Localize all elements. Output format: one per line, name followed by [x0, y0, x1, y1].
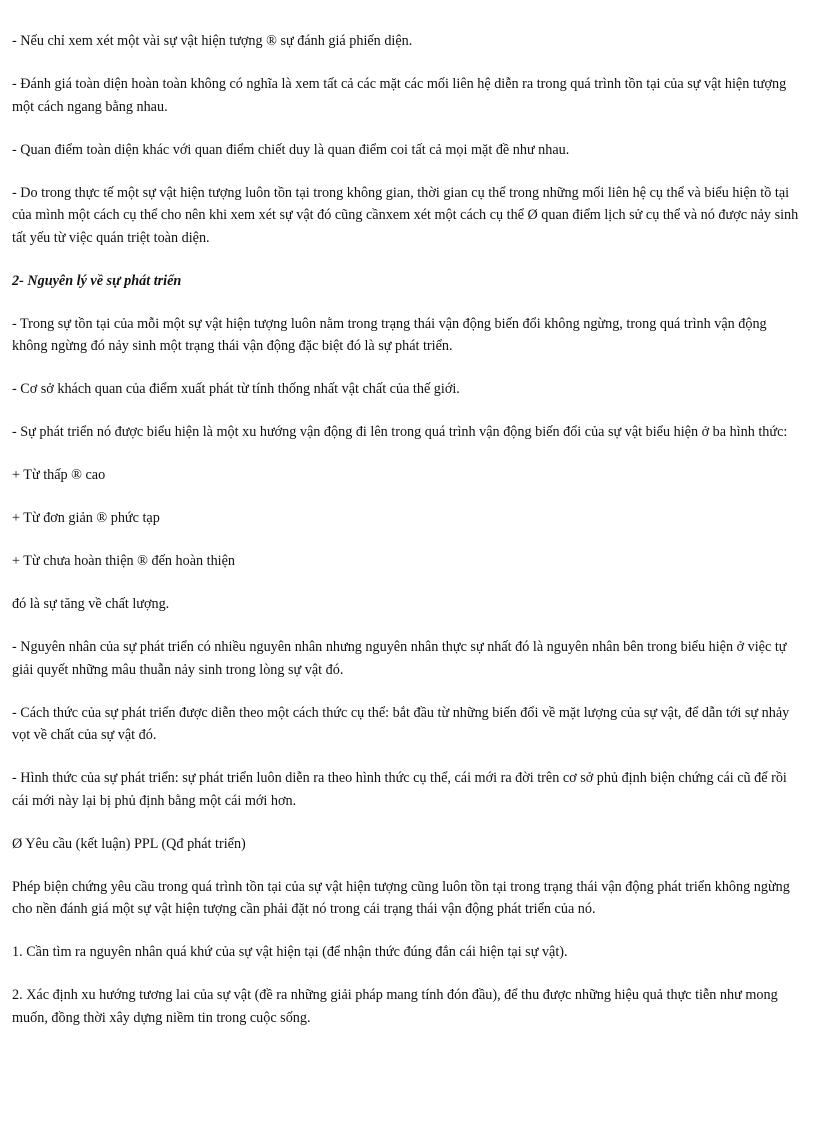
- paragraph: Ø Yêu cầu (kết luận) PPL (Qđ phát triển): [12, 835, 246, 852]
- document-page: [12, 30, 802, 1050]
- numbered-item: 1. Cần tìm ra nguyên nhân quá khứ của sự vật hiện tại (để nhận thức đúng đắn cái hiện tại sự vật).: [12, 944, 568, 960]
- paragraph: - Do trong thực tế một sự vật hiện tượng luôn tồn tại trong không gian, thời gian cụ thể trong những mối liên hệ cụ thể và biểu hiện tồ tại của mình một cách cụ thể cho nên khi xem xét sự vật đó cũng cầnxem xét một cách cụ thể Ø quan điểm lịch sử cụ thể và nó được nảy sinh tất yếu từ việc quán triệt toàn diện.: [12, 184, 799, 246]
- paragraph: - Đánh giá toàn diện hoàn toàn không có nghĩa là xem tất cả các mặt các mối liên hệ diễn ra trong quá trình tồn tại của sự vật hiện tượng một cách ngang bằng nhau.: [12, 76, 787, 115]
- paragraph: đó là sự tăng về chất lượng.: [12, 596, 170, 612]
- numbered-item: 2. Xác định xu hướng tương lai của sự vật (đề ra những giải pháp mang tính đón đầu), để thu được những hiệu quả thực tiễn như mong muốn, đồng thời xây dựng niềm tin trong cuộc sống.: [12, 987, 778, 1026]
- paragraph: - Quan điểm toàn diện khác với quan điểm chiết duy là quan điểm coi tất cả mọi mặt đề như nhau.: [12, 141, 570, 158]
- paragraph: - Sự phát triển nó được biểu hiện là một xu hướng vận động đi lên trong quá trình vận động biến đổi của sự vật biểu hiện ở ba hình thức:: [12, 424, 788, 440]
- paragraph: - Trong sự tồn tại của mỗi một sự vật hiện tượng luôn nằm trong trạng thái vận động biến đổi không ngừng, trong quá trình vận động không ngừng đó nảy sinh một trạng thái vận động đặc biệt đó là sự phát triển.: [12, 315, 767, 354]
- paragraph: - Hình thức của sự phát triển: sự phát triển luôn diễn ra theo hình thức cụ thể, cái mới ra đời trên cơ sở phủ định biện chứng cái cũ để rồi cái mới này lại bị phủ định bằng một cái mới hơn.: [12, 770, 787, 809]
- paragraph: - Cơ sở khách quan của điểm xuất phát từ tính thống nhất vật chất của thế giới.: [12, 381, 460, 397]
- paragraph: Phép biện chứng yêu cầu trong quá trình tồn tại của sự vật hiện tượng cũng luôn tồn tại trong trạng thái vận động phát triển không ngừng cho nền đánh giá một sự vật hiện tượng cần phải đặt nó trong cái trạng thái vận động phát triển của nó.: [12, 878, 790, 917]
- paragraph: - Nếu chỉ xem xét một vài sự vật hiện tượng ® sự đánh giá phiến diện.: [12, 33, 413, 49]
- list-item: + Từ thấp ® cao: [12, 467, 106, 483]
- list-item: + Từ chưa hoàn thiện ® đến hoàn thiện: [12, 553, 236, 569]
- list-item: + Từ đơn giản ® phức tạp: [12, 510, 160, 526]
- paragraph: - Cách thức của sự phát triển được diễn theo một cách thức cụ thể: bắt đầu từ những biến đổi về mặt lượng của sự vật, để dẫn tới sự nhảy vọt về chất của sự vật đó.: [12, 704, 790, 743]
- paragraph: - Nguyên nhân của sự phát triển có nhiều nguyên nhân nhưng nguyên nhân thực sự nhất đó là nguyên nhân bên trong biểu hiện ở việc tự giải quyết những mâu thuẫn nảy sinh trong lòng sự vật đó.: [12, 639, 787, 678]
- section-heading: 2- Nguyên lý về sự phát triển: [12, 272, 182, 289]
